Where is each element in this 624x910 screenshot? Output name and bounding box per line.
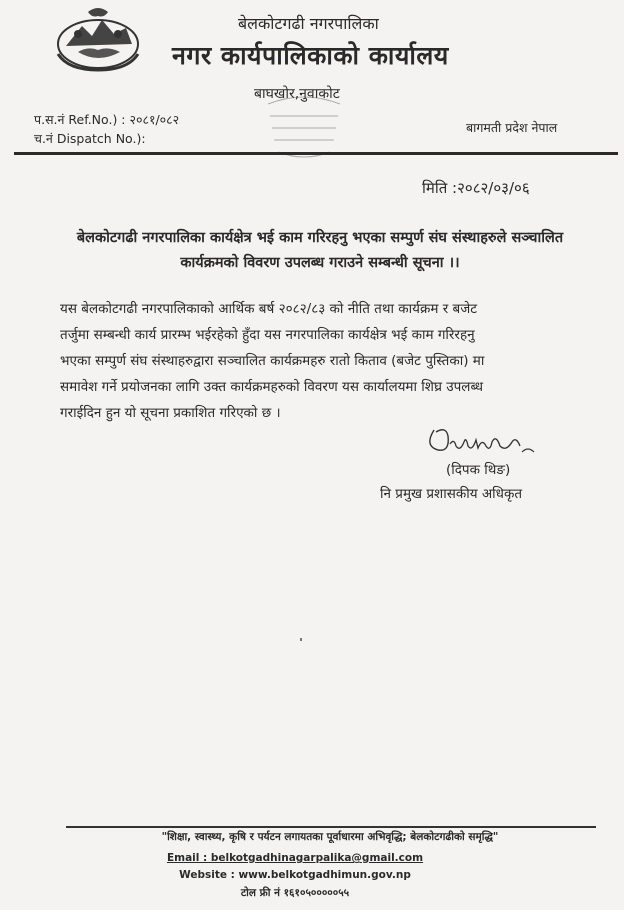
handwritten-signature [420,416,550,460]
notice-subject: बेलकोटगढी नगरपालिका कार्यक्षेत्र भई काम गरिरहनु भएका सम्पुर्ण संघ संस्थाहरुले सञ्चालित कार्यक्रमको विवरण उपलब्ध गराउने सम्बन्धी सूचना ।। [76,230,564,271]
province-name: बागमती प्रदेश नेपाल [466,120,558,135]
footer-slogan: "शिक्षा, स्वास्थ्य, कृषि र पर्यटन लगायतका पूर्वाधारमा अभिवृद्धि; बेलकोटगढीको समृद्धि" [161,831,499,843]
paper-speck [300,638,302,641]
notice-date: मिति :२०८२/०३/०६ [422,179,530,197]
dispatch-number: च.नं Dispatch No.): [34,131,146,146]
body-line: समावेश गर्ने प्रयोजनका लागि उक्त कार्यक्रमहरुको विवरण यस कार्यालयमा शिघ्र उपलब्ध [60,379,483,395]
reference-number: प.स.नं Ref.No.) : २०८१/०८२ [34,112,180,127]
footer-divider [66,826,596,828]
signatory-name: (दिपक थिङ) [446,462,511,478]
notice-body [60,296,580,426]
footer-website: Website : www.belkotgadhimun.gov.np [179,869,411,881]
footer-tollfree: टोल फ्री नं १६१०५०००००५५ [240,887,350,899]
footer-email-text: Email : belkotgadhinagarpalika@gmail.com [166,852,424,864]
footer-email [60,852,530,864]
body-line: भएका सम्पुर्ण संघ संस्थाहरुद्वारा सञ्चालित कार्यक्रमहरु रातो किताव (बजेट पुस्तिका) मा [60,353,485,369]
office-location: बाघखोर,नुवाकोट [254,86,340,102]
body-line: गराईदिन हुन यो सूचना प्रकाशित गरिएको छ । [60,405,281,421]
header-divider [14,152,618,155]
office-name: नगर कार्यपालिकाको कार्यालय [172,41,449,70]
nepal-emblem-logo [48,4,148,74]
signatory-title: नि प्रमुख प्रशासकीय अधिकृत [380,486,523,502]
body-line: यस बेलकोटगढी नगरपालिकाको आर्थिक बर्ष २०८२/८३ को नीति तथा कार्यक्रम र बजेट [60,301,478,317]
body-line: तर्जुमा सम्बन्धी कार्य प्रारम्भ भईरहेको हुँदा यस नगरपालिका कार्यक्षेत्र भई काम गरिरहनु [60,327,475,343]
municipality-name: बेलकोटगढी नगरपालिका [238,14,379,33]
